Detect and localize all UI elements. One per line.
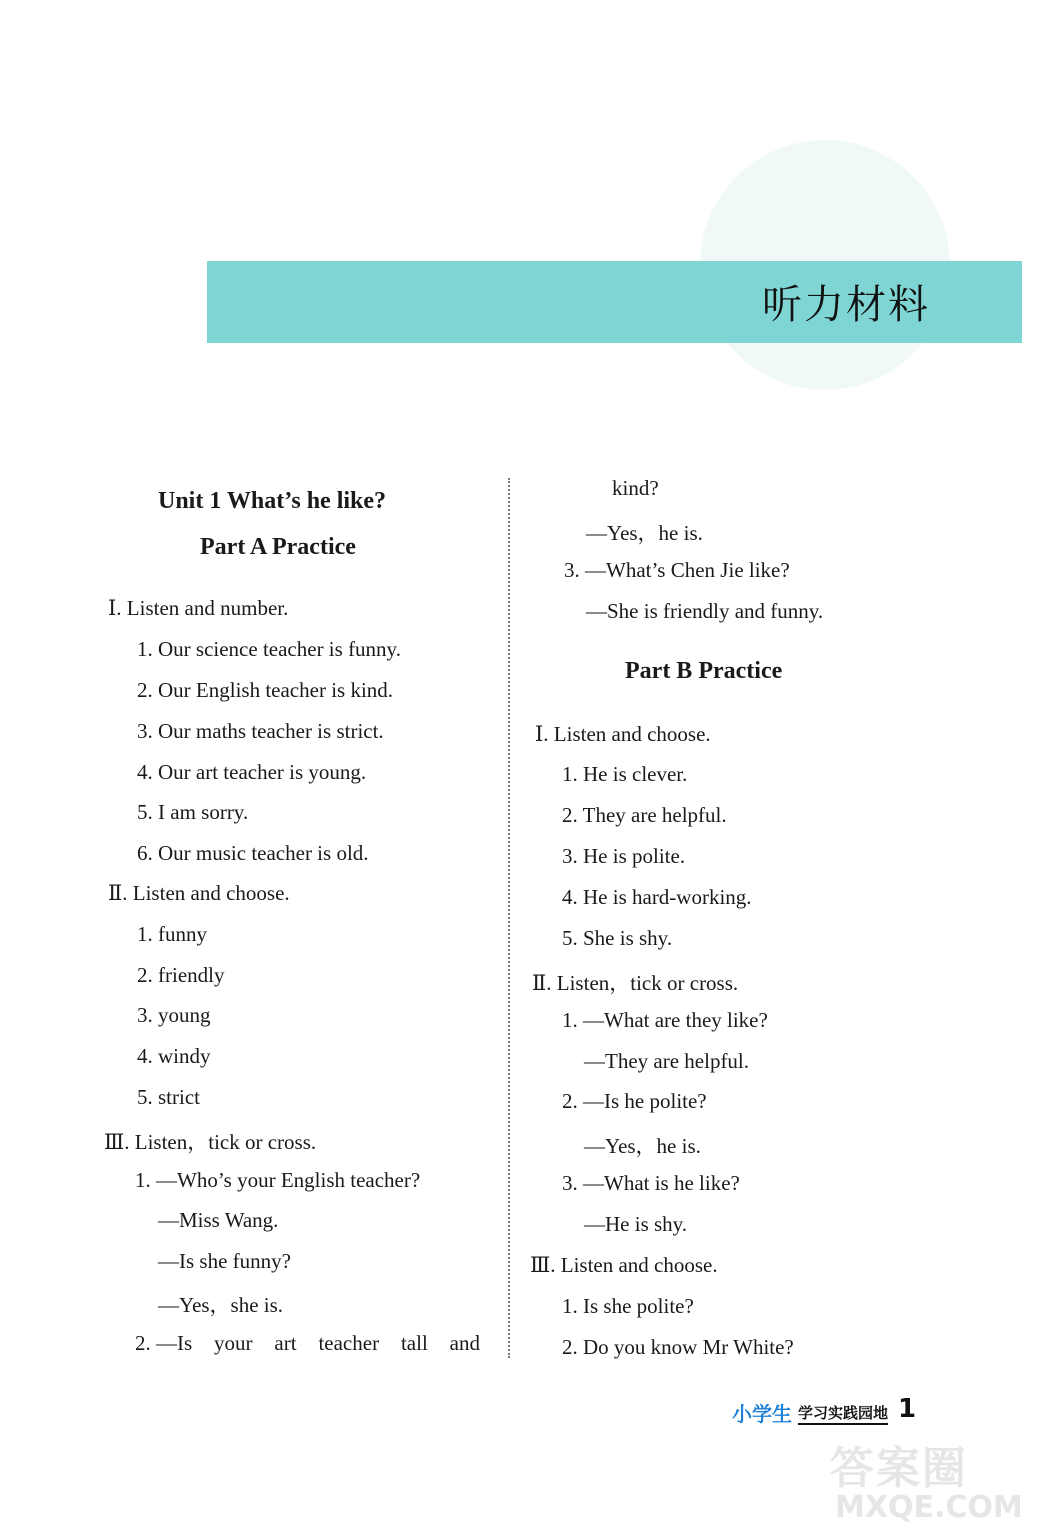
- dialogue-line: kind?: [612, 476, 659, 500]
- section-3-title: Ⅲ. Listen，tick or cross.: [104, 1130, 317, 1154]
- footer-subtitle: 学习实践园地: [798, 1402, 888, 1425]
- section-2-title: Ⅱ. Listen，tick or cross.: [532, 971, 739, 995]
- list-item: 2. Our English teacher is kind.: [137, 678, 394, 702]
- list-item: 2. friendly: [137, 963, 225, 987]
- list-item: 1. He is clever.: [562, 762, 688, 786]
- column-divider: [508, 478, 510, 1358]
- list-item: 1. Our science teacher is funny.: [137, 637, 401, 661]
- dialogue-line: —Yes，he is.: [586, 521, 703, 545]
- list-item: 4. Our art teacher is young.: [137, 760, 367, 784]
- dialogue-line: —Yes，he is.: [584, 1134, 701, 1158]
- part-b-heading: Part B Practice: [625, 658, 783, 684]
- dialogue-line: —Yes，she is.: [158, 1293, 284, 1317]
- list-item: 4. windy: [137, 1044, 211, 1068]
- section-1-title: Ⅰ. Listen and choose.: [535, 722, 711, 746]
- list-item: 2. They are helpful.: [562, 803, 727, 827]
- dialogue-line: 1. —Who’s your English teacher?: [135, 1168, 421, 1192]
- list-item: 5. I am sorry.: [137, 800, 249, 824]
- dialogue-line: 2. —Is he polite?: [562, 1089, 707, 1113]
- section-1-title: Ⅰ. Listen and number.: [108, 596, 289, 620]
- footer-brand: 小学生: [732, 1402, 792, 1426]
- list-item: 5. strict: [137, 1085, 200, 1109]
- list-item: 3. He is polite.: [562, 844, 686, 868]
- dialogue-line: —Miss Wang.: [158, 1208, 279, 1232]
- title-banner: [207, 261, 1022, 343]
- unit-heading: Unit 1 What’s he like?: [158, 488, 387, 514]
- word: 2. —Is: [135, 1331, 193, 1355]
- watermark-url: MXQE.COM: [835, 1490, 1023, 1525]
- dialogue-line: 3. —What is he like?: [562, 1171, 740, 1195]
- list-item: 3. young: [137, 1003, 211, 1027]
- word: art: [274, 1331, 297, 1355]
- page-number: 1: [898, 1394, 917, 1424]
- list-item: 5. She is shy.: [562, 926, 673, 950]
- section-2-title: Ⅱ. Listen and choose.: [108, 881, 290, 905]
- list-item: 3. Our maths teacher is strict.: [137, 719, 384, 743]
- dialogue-line: —Is she funny?: [158, 1249, 291, 1273]
- word: your: [214, 1331, 253, 1355]
- word: tall: [400, 1331, 428, 1355]
- list-item: 1. funny: [137, 922, 207, 946]
- dialogue-line: 1. —What are they like?: [562, 1008, 768, 1032]
- watermark-logo: 答案圈: [830, 1443, 968, 1494]
- list-item: 2. Do you know Mr White?: [562, 1335, 794, 1359]
- dialogue-line: —He is shy.: [584, 1212, 688, 1236]
- dialogue-line: —They are helpful.: [584, 1049, 750, 1073]
- dialogue-line: 3. —What’s Chen Jie like?: [564, 558, 790, 582]
- word: and: [449, 1331, 480, 1355]
- part-a-heading: Part A Practice: [200, 534, 356, 560]
- list-item: 6. Our music teacher is old.: [137, 841, 369, 865]
- page-title: 听力材料: [762, 282, 930, 328]
- list-item: 4. He is hard-working.: [562, 885, 752, 909]
- section-3-title: Ⅲ. Listen and choose.: [530, 1253, 718, 1277]
- dialogue-line: [135, 1331, 480, 1356]
- dialogue-line: —She is friendly and funny.: [586, 599, 824, 623]
- word: teacher: [318, 1331, 380, 1355]
- list-item: 1. Is she polite?: [562, 1294, 694, 1318]
